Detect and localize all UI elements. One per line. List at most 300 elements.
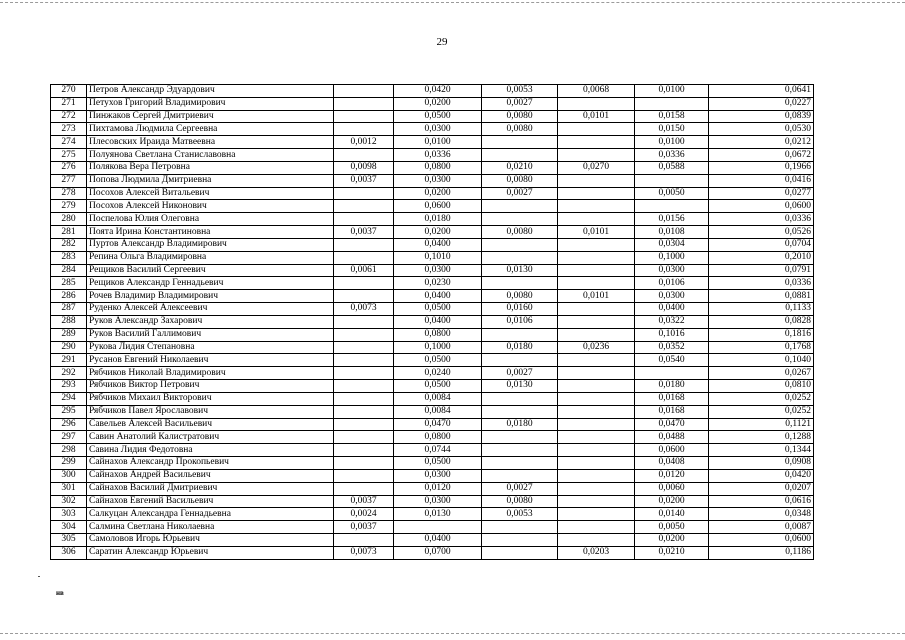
value-col-5: 0,0488: [635, 431, 709, 444]
value-col-3: 0,0130: [482, 264, 558, 277]
value-col-3: 0,0080: [482, 290, 558, 303]
table-row: [51, 380, 814, 393]
table-row: [51, 354, 814, 367]
table-row: [51, 431, 814, 444]
value-col-3: 0,0027: [482, 482, 558, 495]
row-number: 274: [51, 136, 87, 149]
value-col-5: 0,0140: [635, 508, 709, 521]
scan-edge-top: [0, 2, 905, 3]
row-number: 287: [51, 303, 87, 316]
value-col-4: [558, 303, 635, 316]
value-col-2: 0,0300: [394, 495, 482, 508]
value-col-1: [334, 431, 394, 444]
row-number: 288: [51, 315, 87, 328]
value-col-4: [558, 392, 635, 405]
row-total: 0,0348: [709, 508, 814, 521]
person-name: Саратин Александр Юрьевич: [87, 546, 334, 559]
row-number: 271: [51, 97, 87, 110]
value-col-3: [482, 392, 558, 405]
value-col-2: 0,0200: [394, 97, 482, 110]
value-col-5: 0,0470: [635, 418, 709, 431]
value-col-4: [558, 495, 635, 508]
person-name: Петухов Григорий Владимирович: [87, 97, 334, 110]
value-col-3: [482, 546, 558, 559]
row-total: 0,1768: [709, 341, 814, 354]
value-col-1: 0,0073: [334, 303, 394, 316]
row-total: 0,0616: [709, 495, 814, 508]
row-total: 0,0336: [709, 213, 814, 226]
value-col-5: 0,0600: [635, 444, 709, 457]
value-col-5: 0,0060: [635, 482, 709, 495]
value-col-2: 0,0500: [394, 457, 482, 470]
value-col-5: 0,0120: [635, 469, 709, 482]
value-col-4: 0,0270: [558, 161, 635, 174]
value-col-1: 0,0061: [334, 264, 394, 277]
value-col-2: 0,0420: [394, 85, 482, 98]
person-name: Попова Людмила Дмитриевна: [87, 174, 334, 187]
row-total: 0,0416: [709, 174, 814, 187]
value-col-1: [334, 405, 394, 418]
value-col-1: [334, 469, 394, 482]
row-total: 0,1816: [709, 328, 814, 341]
table-row: [51, 444, 814, 457]
row-number: 279: [51, 200, 87, 213]
value-col-3: [482, 521, 558, 534]
value-col-4: 0,0203: [558, 546, 635, 559]
value-col-3: 0,0080: [482, 110, 558, 123]
table-row: [51, 533, 814, 546]
table-row: [51, 367, 814, 380]
row-total: 0,0526: [709, 226, 814, 239]
value-col-4: [558, 123, 635, 136]
value-col-5: 0,0540: [635, 354, 709, 367]
row-number: 302: [51, 495, 87, 508]
value-col-3: 0,0080: [482, 123, 558, 136]
row-total: 0,0267: [709, 367, 814, 380]
row-total: 0,1966: [709, 161, 814, 174]
value-col-1: [334, 123, 394, 136]
value-col-5: 0,0168: [635, 405, 709, 418]
row-number: 277: [51, 174, 87, 187]
value-col-2: 0,0240: [394, 367, 482, 380]
value-col-3: 0,0027: [482, 367, 558, 380]
value-col-2: 0,0400: [394, 238, 482, 251]
row-number: 306: [51, 546, 87, 559]
row-number: 294: [51, 392, 87, 405]
value-col-3: 0,0210: [482, 161, 558, 174]
value-col-1: [334, 533, 394, 546]
page-number: 29: [436, 36, 448, 48]
person-name: Рябчиков Павел Ярославович: [87, 405, 334, 418]
person-name: Полякова Вера Петровна: [87, 161, 334, 174]
value-col-1: [334, 354, 394, 367]
row-total: 0,0252: [709, 405, 814, 418]
value-col-5: 0,0108: [635, 226, 709, 239]
value-col-5: 0,0400: [635, 303, 709, 316]
value-col-3: [482, 136, 558, 149]
table-row: [51, 328, 814, 341]
value-col-4: 0,0101: [558, 290, 635, 303]
value-col-3: 0,0027: [482, 97, 558, 110]
value-col-5: 0,0158: [635, 110, 709, 123]
value-col-2: 0,0500: [394, 303, 482, 316]
value-col-4: [558, 354, 635, 367]
value-col-3: 0,0106: [482, 315, 558, 328]
value-col-2: 0,0800: [394, 161, 482, 174]
value-col-1: [334, 482, 394, 495]
value-col-4: [558, 264, 635, 277]
row-number: 276: [51, 161, 87, 174]
table-row: [51, 200, 814, 213]
person-name: Сайнахов Александр Прокопьевич: [87, 457, 334, 470]
table-row: [51, 226, 814, 239]
value-col-2: 0,0230: [394, 277, 482, 290]
person-name: Русанов Евгений Николаевич: [87, 354, 334, 367]
value-col-2: 0,0120: [394, 482, 482, 495]
person-name: Рябчиков Виктор Петрович: [87, 380, 334, 393]
value-col-1: 0,0098: [334, 161, 394, 174]
table-row: [51, 469, 814, 482]
table-row: [51, 123, 814, 136]
row-number: 290: [51, 341, 87, 354]
value-col-5: 0,0100: [635, 136, 709, 149]
value-col-5: 0,0106: [635, 277, 709, 290]
person-name: Рябчиков Михаил Викторович: [87, 392, 334, 405]
row-number: 295: [51, 405, 87, 418]
value-col-4: [558, 238, 635, 251]
row-total: 0,0881: [709, 290, 814, 303]
person-name: Рябчиков Николай Владимирович: [87, 367, 334, 380]
row-total: 0,0704: [709, 238, 814, 251]
value-col-4: 0,0068: [558, 85, 635, 98]
table-row: [51, 392, 814, 405]
value-col-2: 0,0084: [394, 392, 482, 405]
value-col-1: 0,0073: [334, 546, 394, 559]
person-name: Савельев Алексей Васильевич: [87, 418, 334, 431]
row-total: 0,0908: [709, 457, 814, 470]
value-col-4: [558, 457, 635, 470]
value-col-1: 0,0037: [334, 226, 394, 239]
value-col-3: [482, 328, 558, 341]
value-col-1: [334, 251, 394, 264]
row-total: 0,0641: [709, 85, 814, 98]
value-col-5: 0,0300: [635, 290, 709, 303]
value-col-5: 0,0100: [635, 85, 709, 98]
value-col-2: 0,0500: [394, 380, 482, 393]
value-col-1: [334, 213, 394, 226]
row-number: 303: [51, 508, 87, 521]
value-col-2: 0,0084: [394, 405, 482, 418]
value-col-3: 0,0053: [482, 508, 558, 521]
row-number: 273: [51, 123, 87, 136]
value-col-1: [334, 328, 394, 341]
row-number: 304: [51, 521, 87, 534]
value-col-5: 0,0408: [635, 457, 709, 470]
person-name: Полуянова Светлана Станиславовна: [87, 149, 334, 162]
value-col-4: [558, 213, 635, 226]
table-row: [51, 482, 814, 495]
table-row: [51, 110, 814, 123]
table-row: [51, 546, 814, 559]
value-col-2: 0,0400: [394, 533, 482, 546]
value-col-5: 0,0210: [635, 546, 709, 559]
value-col-4: [558, 315, 635, 328]
row-total: 0,0600: [709, 200, 814, 213]
row-number: 292: [51, 367, 87, 380]
value-col-4: [558, 418, 635, 431]
value-col-3: 0,0180: [482, 341, 558, 354]
row-number: 272: [51, 110, 87, 123]
row-total: 0,0600: [709, 533, 814, 546]
table-row: [51, 97, 814, 110]
value-col-4: [558, 508, 635, 521]
value-col-5: 0,0168: [635, 392, 709, 405]
value-col-3: 0,0080: [482, 495, 558, 508]
value-col-1: [334, 238, 394, 251]
person-name: Поспелова Юлия Олеговна: [87, 213, 334, 226]
value-col-3: 0,0080: [482, 174, 558, 187]
value-col-3: 0,0053: [482, 85, 558, 98]
row-number: 282: [51, 238, 87, 251]
value-col-5: 0,0156: [635, 213, 709, 226]
value-col-1: [334, 457, 394, 470]
value-col-4: [558, 469, 635, 482]
value-col-2: 0,0336: [394, 149, 482, 162]
person-name: Петров Александр Эдуардович: [87, 85, 334, 98]
row-number: 285: [51, 277, 87, 290]
value-col-2: 0,0700: [394, 546, 482, 559]
value-col-3: [482, 238, 558, 251]
value-col-4: 0,0101: [558, 226, 635, 239]
value-col-2: 0,0100: [394, 136, 482, 149]
table-row: [51, 405, 814, 418]
scan-speck: [38, 576, 40, 577]
value-col-4: [558, 200, 635, 213]
value-col-4: [558, 149, 635, 162]
person-name: Салмина Светлана Николаевна: [87, 521, 334, 534]
value-col-2: 0,0180: [394, 213, 482, 226]
value-col-3: [482, 457, 558, 470]
row-number: 305: [51, 533, 87, 546]
value-col-4: [558, 328, 635, 341]
table-row: [51, 251, 814, 264]
value-col-5: 0,0200: [635, 533, 709, 546]
value-col-1: [334, 85, 394, 98]
value-col-2: 0,0200: [394, 187, 482, 200]
value-col-5: 0,0180: [635, 380, 709, 393]
value-col-5: [635, 174, 709, 187]
person-name: Руков Александр Захарович: [87, 315, 334, 328]
person-name: Рочев Владимир Владимирович: [87, 290, 334, 303]
row-number: 301: [51, 482, 87, 495]
allocation-table: [50, 84, 814, 560]
person-name: Салкуцан Александра Геннадьевна: [87, 508, 334, 521]
row-total: 0,0277: [709, 187, 814, 200]
value-col-1: 0,0037: [334, 495, 394, 508]
value-col-2: 0,1000: [394, 341, 482, 354]
value-col-3: [482, 149, 558, 162]
value-col-5: [635, 200, 709, 213]
value-col-2: 0,0400: [394, 290, 482, 303]
row-total: 0,0227: [709, 97, 814, 110]
table-row: [51, 521, 814, 534]
value-col-4: [558, 405, 635, 418]
table-row: [51, 174, 814, 187]
value-col-1: [334, 315, 394, 328]
row-number: 300: [51, 469, 87, 482]
row-number: 298: [51, 444, 87, 457]
person-name: Сайнахов Василий Дмитриевич: [87, 482, 334, 495]
value-col-5: [635, 97, 709, 110]
row-total: 0,0212: [709, 136, 814, 149]
value-col-2: 0,0200: [394, 226, 482, 239]
value-col-4: [558, 444, 635, 457]
value-col-4: [558, 482, 635, 495]
table-row: [51, 315, 814, 328]
value-col-2: 0,0800: [394, 431, 482, 444]
value-col-4: [558, 136, 635, 149]
value-col-2: 0,1010: [394, 251, 482, 264]
value-col-1: 0,0037: [334, 174, 394, 187]
row-number: 278: [51, 187, 87, 200]
value-col-5: 0,0150: [635, 123, 709, 136]
row-total: 0,0530: [709, 123, 814, 136]
value-col-3: [482, 405, 558, 418]
value-col-5: 0,0200: [635, 495, 709, 508]
table-row: [51, 213, 814, 226]
row-number: 289: [51, 328, 87, 341]
person-name: Савина Лидия Федотовна: [87, 444, 334, 457]
person-name: Руденко Алексей Алексеевич: [87, 303, 334, 316]
value-col-5: 0,0336: [635, 149, 709, 162]
value-col-2: 0,0300: [394, 123, 482, 136]
value-col-5: 0,1000: [635, 251, 709, 264]
row-number: 299: [51, 457, 87, 470]
person-name: Пуртов Александр Владимирович: [87, 238, 334, 251]
person-name: Репина Ольга Владимировна: [87, 251, 334, 264]
row-total: 0,1121: [709, 418, 814, 431]
value-col-3: 0,0160: [482, 303, 558, 316]
value-col-4: [558, 380, 635, 393]
row-number: 297: [51, 431, 87, 444]
value-col-2: 0,0300: [394, 264, 482, 277]
table-row: [51, 187, 814, 200]
value-col-2: 0,0400: [394, 315, 482, 328]
row-number: 283: [51, 251, 87, 264]
row-total: 0,0087: [709, 521, 814, 534]
row-number: 291: [51, 354, 87, 367]
table-row: [51, 85, 814, 98]
row-number: 270: [51, 85, 87, 98]
value-col-2: 0,0300: [394, 174, 482, 187]
row-number: 281: [51, 226, 87, 239]
row-total: 0,0207: [709, 482, 814, 495]
value-col-3: [482, 251, 558, 264]
value-col-4: [558, 533, 635, 546]
value-col-2: 0,0500: [394, 354, 482, 367]
table-row: [51, 238, 814, 251]
value-col-1: [334, 367, 394, 380]
value-col-1: [334, 277, 394, 290]
value-col-4: [558, 251, 635, 264]
row-total: 0,1040: [709, 354, 814, 367]
table-row: [51, 290, 814, 303]
value-col-3: [482, 444, 558, 457]
value-col-3: [482, 213, 558, 226]
value-col-2: 0,0744: [394, 444, 482, 457]
value-col-3: [482, 277, 558, 290]
value-col-3: [482, 200, 558, 213]
table-row: [51, 418, 814, 431]
person-name: Пинжаков Сергей Дмитриевич: [87, 110, 334, 123]
person-name: Посохов Алексей Никонович: [87, 200, 334, 213]
value-col-1: [334, 187, 394, 200]
value-col-4: [558, 187, 635, 200]
table-row: [51, 149, 814, 162]
value-col-3: [482, 431, 558, 444]
row-total: 0,0828: [709, 315, 814, 328]
person-name: Рукова Лидия Степановна: [87, 341, 334, 354]
table-row: [51, 277, 814, 290]
row-total: 0,0672: [709, 149, 814, 162]
value-col-5: 0,0050: [635, 521, 709, 534]
table-row: [51, 508, 814, 521]
value-col-3: [482, 533, 558, 546]
value-col-4: 0,0101: [558, 110, 635, 123]
value-col-1: 0,0012: [334, 136, 394, 149]
row-number: 293: [51, 380, 87, 393]
person-name: Сайнахов Андрей Васильевич: [87, 469, 334, 482]
row-number: 284: [51, 264, 87, 277]
value-col-1: [334, 97, 394, 110]
value-col-3: [482, 354, 558, 367]
person-name: Савин Анатолий Калистратович: [87, 431, 334, 444]
row-number: 280: [51, 213, 87, 226]
row-total: 0,0420: [709, 469, 814, 482]
value-col-1: [334, 110, 394, 123]
value-col-4: [558, 521, 635, 534]
value-col-5: 0,0050: [635, 187, 709, 200]
value-col-1: [334, 418, 394, 431]
person-name: Плесовских Ираида Матвеевна: [87, 136, 334, 149]
value-col-3: 0,0027: [482, 187, 558, 200]
table-row: [51, 136, 814, 149]
person-name: Самоловов Игорь Юрьевич: [87, 533, 334, 546]
value-col-4: [558, 367, 635, 380]
person-name: Посохов Алексей Витальевич: [87, 187, 334, 200]
value-col-2: 0,0600: [394, 200, 482, 213]
table-row: [51, 495, 814, 508]
value-col-4: [558, 174, 635, 187]
row-total: 0,1186: [709, 546, 814, 559]
value-col-1: [334, 341, 394, 354]
row-total: 0,0336: [709, 277, 814, 290]
row-total: 0,0252: [709, 392, 814, 405]
value-col-2: 0,0130: [394, 508, 482, 521]
value-col-2: 0,0300: [394, 469, 482, 482]
table-row: [51, 264, 814, 277]
value-col-4: [558, 97, 635, 110]
value-col-1: [334, 200, 394, 213]
value-col-3: [482, 469, 558, 482]
row-total: 0,2010: [709, 251, 814, 264]
person-name: Руков Василий Галлимович: [87, 328, 334, 341]
value-col-1: [334, 380, 394, 393]
value-col-5: 0,0322: [635, 315, 709, 328]
row-number: 275: [51, 149, 87, 162]
row-total: 0,0791: [709, 264, 814, 277]
value-col-1: [334, 444, 394, 457]
